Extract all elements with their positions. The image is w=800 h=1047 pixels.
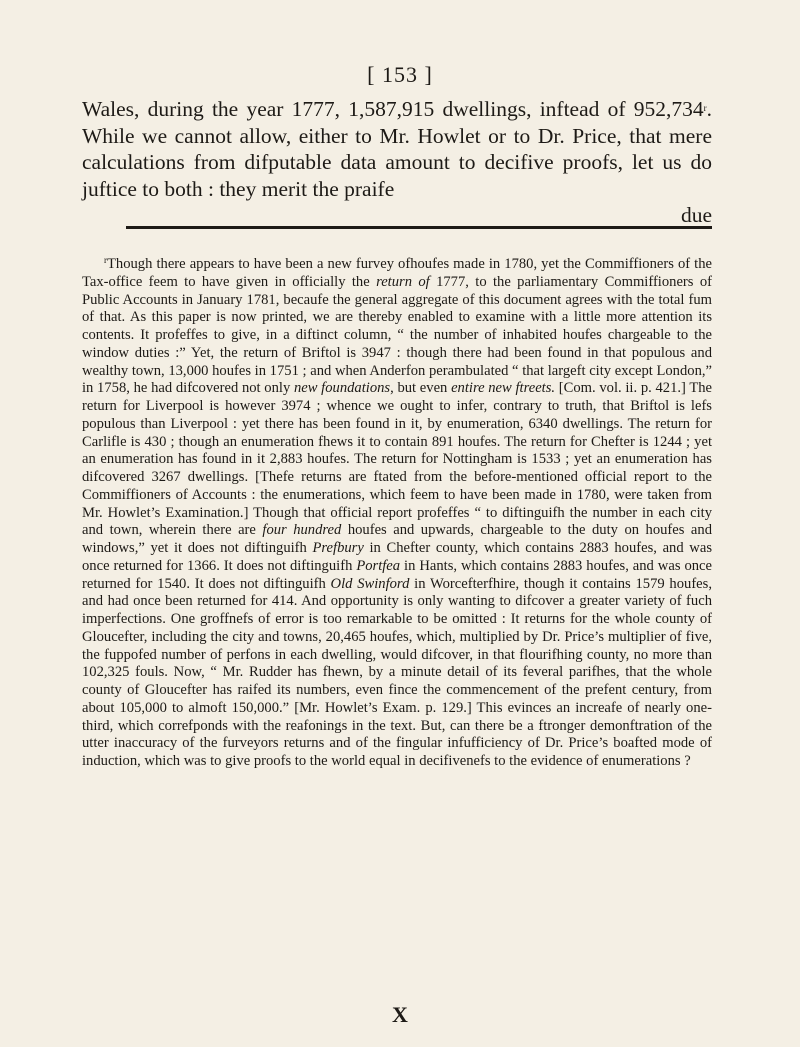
main-text-part-1: Wales, during the year 1777, 1,587,915 dwellings, inftead of 952,734	[82, 97, 704, 121]
footnote	[82, 256, 712, 771]
footnote-text-1: Though there appears to have been a new furvey ofhoufes made in 1780, yet the Commiffioners of the Tax-office feem to have given in officially the	[82, 256, 712, 290]
signature-mark: X	[392, 1002, 408, 1027]
main-paragraph	[82, 96, 712, 229]
footnote-italic-3: entire new ftreets.	[451, 380, 556, 397]
page-number: [ 153 ]	[367, 62, 433, 87]
footnote-italic-1: return of	[376, 273, 430, 290]
footnote-reference: r	[703, 103, 707, 113]
footnote-italic-2: new foundations	[293, 380, 391, 397]
footnote-text-8: in Worcefterfhire, though it contains 1579 houfes, and had once been returned for 414. And opportunity is only wanting to difcover a greater variety of fuch imperfections. One groffnefs of error is too remarkable to be omitted : It returns for the whole county of Gloucefter, including the city and towns, 20,465 houfes, which, multiplied by Dr. Price’s multiplier of five, the fuppofed number of perfons in each dwelling, would difcover, in that flourifhing county, no more than 102,325 fouls. Now, “ Mr. Rudder has fhewn, by a minute detail of its feveral parifhes, that the whole county of Gloucefter has raifed its numbers, even fince the commencement of the prefent century, from about 105,000 to almoft 150,000.” [Mr. Howlet’s Exam. p. 129.] This evinces an increafe of nearly one-third, which correfponds with the reafonings in the text. But, can there be a ftronger demonftration of the utter inaccuracy of the furveyors returns and of the fingular infufficiency of Dr. Price’s boafted mode of induction, which was to give proofs to the world equal in decifivenefs to the evidence of enumerations ?	[82, 575, 712, 769]
footnote-text-4: [Com. vol. ii. p. 421.] The return for Liverpool is however 3974 ; whence we ought to infer, contrary to truth, that Briftol is lefs populous than Liverpool : yet there has been found in it, by enumeration, 6340 dwellings. The return for Carlifle is 430 ; though an enumeration fhews it to contain 891 houfes. The return for Chefter is 1244 ; yet an enumeration has found in it 2,883 houfes. The return for Nottingham is 1533 ; yet an enumeration has difcovered 3267 dwellings. [Thefe returns are ftated from the before-mentioned official report to the Commiffioners of Accounts : the enumerations, which feem to have been made in 1780, were taken from Mr. Howlet’s Examination.] Though that official report profeffes “ to diftinguifh the number in each city and town, wherein there are	[82, 380, 713, 539]
footnote-italic-4: four hundred	[262, 522, 342, 539]
footnote-text-6: in Chefter county, which contains 2883 houfes, and was once returned for 1366. It does not diftinguifh	[82, 540, 712, 574]
footnote-text-5: houfes and upwards, chargeable to the duty on houfes and windows,” yet it does not diftinguifh	[82, 522, 713, 556]
footnote-text-7: in Hants, which contains 2883 houfes, and was once returned for 1540. It does not diftinguifh	[82, 557, 712, 592]
catchword: due	[680, 203, 712, 227]
footnote-italic-5: Prefbury	[312, 540, 364, 556]
footnote-italic-7: Old Swinford	[330, 575, 410, 592]
footnote-rule	[126, 226, 712, 229]
footnote-marker: r	[104, 255, 107, 265]
footnote-text-2: 1777, to the parliamentary Commiffioners of Public Accounts in January 1781, becaufe the general aggregate of this document agrees with the total fum of that. As this paper is now printed, we are thereby enabled to examine with a little more attention its contents. It profeffes to give, in a diftinct column, “ the number of inhabited houfes chargeable to the window duties :” Yet, the return of Briftol is 3947 : though there had been found in that populous and wealthy town, 13,000 houfes in 1751 ; and when Anderfon perambulated “ that largeft city except London,” in 1758, he had difcovered not only	[82, 273, 712, 397]
footnote-text-3: , but even	[390, 380, 452, 397]
footnote-italic-6: Portfea	[356, 557, 401, 574]
main-text-part-2: . While we cannot allow, either to Mr. Howlet or to Dr. Price, that mere calculations from difputable data amount to decifive proofs, let us do juftice to both : they merit the praife	[82, 97, 712, 201]
